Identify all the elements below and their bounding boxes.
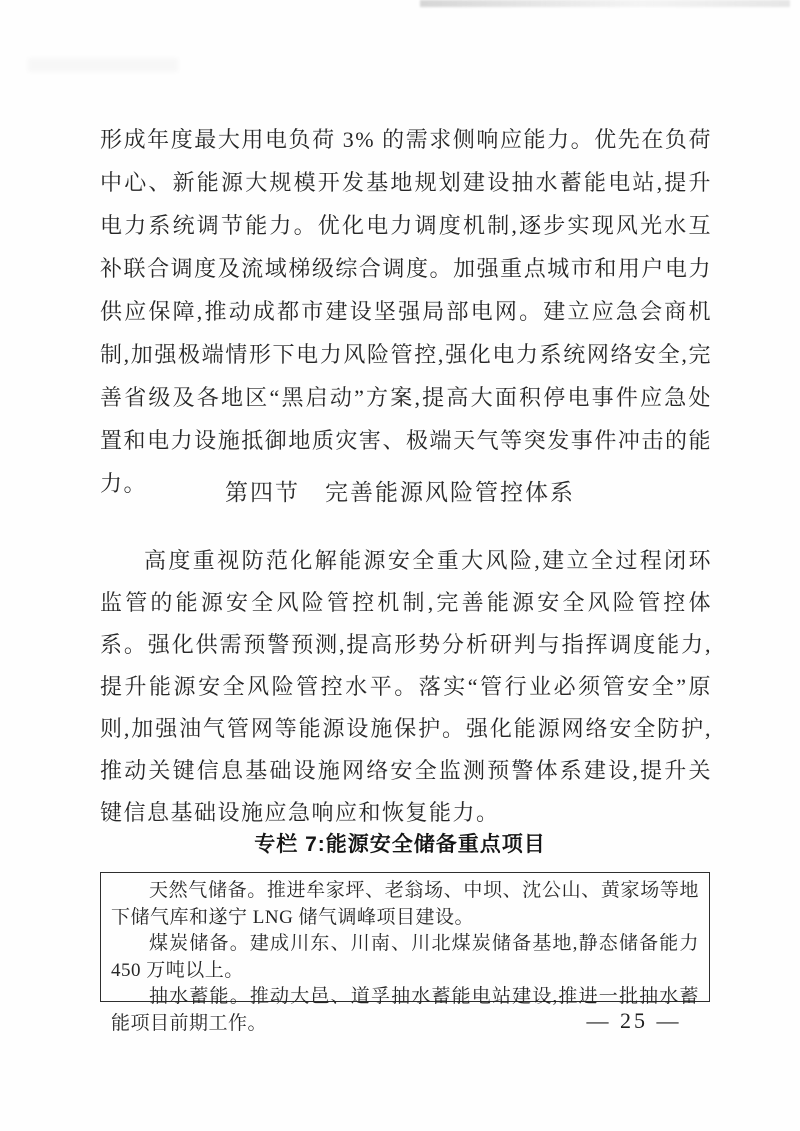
callout-box-title: 专栏 7:能源安全储备重点项目 — [254, 833, 546, 856]
scan-artifact-left — [28, 58, 178, 72]
callout-item-gas-storage: 天然气储备。推进牟家坪、老翁场、中坝、沈公山、黄家场等地下储气库和遂宁 LNG 储气调峰项目建设。 — [111, 880, 699, 928]
section-heading: 第四节 完善能源风险管控体系 — [225, 480, 575, 505]
body-paragraph-1: 形成年度最大用电负荷 3% 的需求侧响应能力。优先在负荷中心、新能源大规模开发基地规划建设抽水蓄能电站,提升电力系统调节能力。优化电力调度机制,逐步实现风光水互补联合调度及流域梯级综合调度。加强重点城市和用户电力供应保障,推动成都市建设坚强局部电网。建立应急会商机制,加强极端情形下电力风险管控,强化电力系统网络安全,完善省级及各地区“黑启动”方案,提高大面积停电事件应急处置和电力设施抵御地质灾害、极端天气等突发事件冲击的能力。 — [100, 127, 712, 496]
scan-artifact-top — [420, 0, 790, 7]
body-paragraph-2: 高度重视防范化解能源安全重大风险,建立全过程闭环监管的能源安全风险管控机制,完善能源安全风险管控体系。强化供需预警预测,提高形势分析研判与指挥调度能力,提升能源安全风险管控水平。落实“管行业必须管安全”原则,加强油气管网等能源设施保护。强化能源网络安全防护,推动关键信息基础设施网络安全监测预警体系建设,提升关键信息基础设施应急响应和恢复能力。 — [100, 548, 712, 825]
callout-item-coal-storage: 煤炭储备。建成川东、川南、川北煤炭储备基地,静态储备能力 450 万吨以上。 — [111, 933, 699, 981]
callout-item-pumped-storage: 抽水蓄能。推动大邑、道孚抽水蓄能电站建设,推进一批抽水蓄能项目前期工作。 — [111, 986, 699, 1034]
page-number: — 25 — — [586, 1008, 682, 1033]
